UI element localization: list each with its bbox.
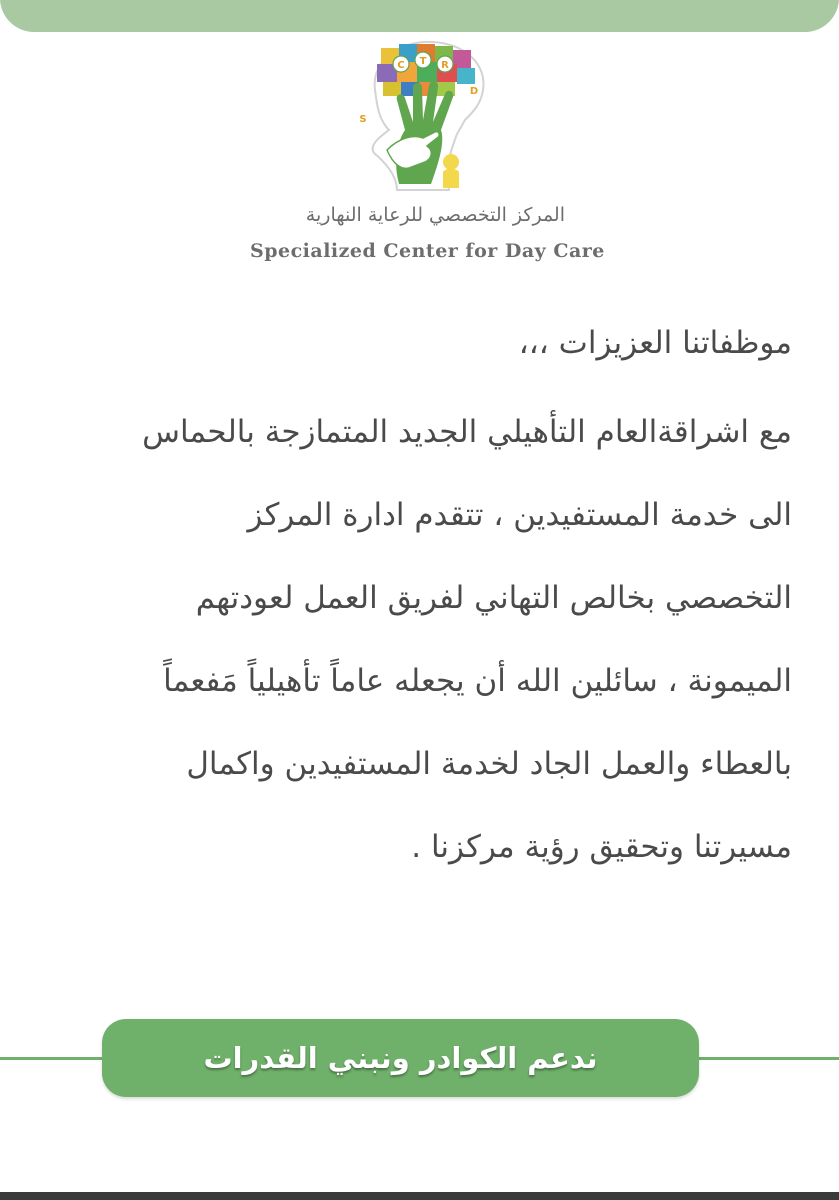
org-name-arabic: المركز التخصصي للرعاية النهارية (305, 204, 565, 226)
logo-letter-s: S (359, 114, 367, 125)
letter-line-5: بالعطاء والعمل الجاد لخدمة المستفيدين واكمال (186, 746, 792, 782)
bottom-edge (0, 1192, 839, 1200)
logo-letter-r: R (441, 60, 449, 71)
letter-line-3: التخصصي بخالص التهاني لفريق العمل لعودتهم (195, 580, 792, 616)
org-name-english: Specialized Center for Day Care (250, 240, 605, 262)
logo-letter-c: C (397, 60, 405, 71)
letter-line-4: الميمونة ، سائلين الله أن يجعله عاماً تأهيلياً مَفعماً (163, 663, 792, 699)
center-logo (353, 38, 493, 194)
top-banner (0, 0, 839, 32)
letter-line-6: مسيرتنا وتحقيق رؤية مركزنا . (411, 829, 792, 865)
letter-greeting: موظفاتنا العزيزات ،،، (518, 325, 792, 361)
slogan-text: ندعم الكوادر ونبني القدرات (203, 1041, 598, 1075)
letter-line-1: مع اشراقةالعام التأهيلي الجديد المتمازجة بالحماس (142, 414, 792, 450)
logo-letter-d: D (469, 86, 479, 97)
letter-body (40, 322, 792, 909)
slogan-banner (102, 1019, 699, 1097)
logo-letter-t: T (419, 56, 427, 67)
letter-line-2: الى خدمة المستفيدين ، تتقدم ادارة المركز (247, 497, 792, 533)
